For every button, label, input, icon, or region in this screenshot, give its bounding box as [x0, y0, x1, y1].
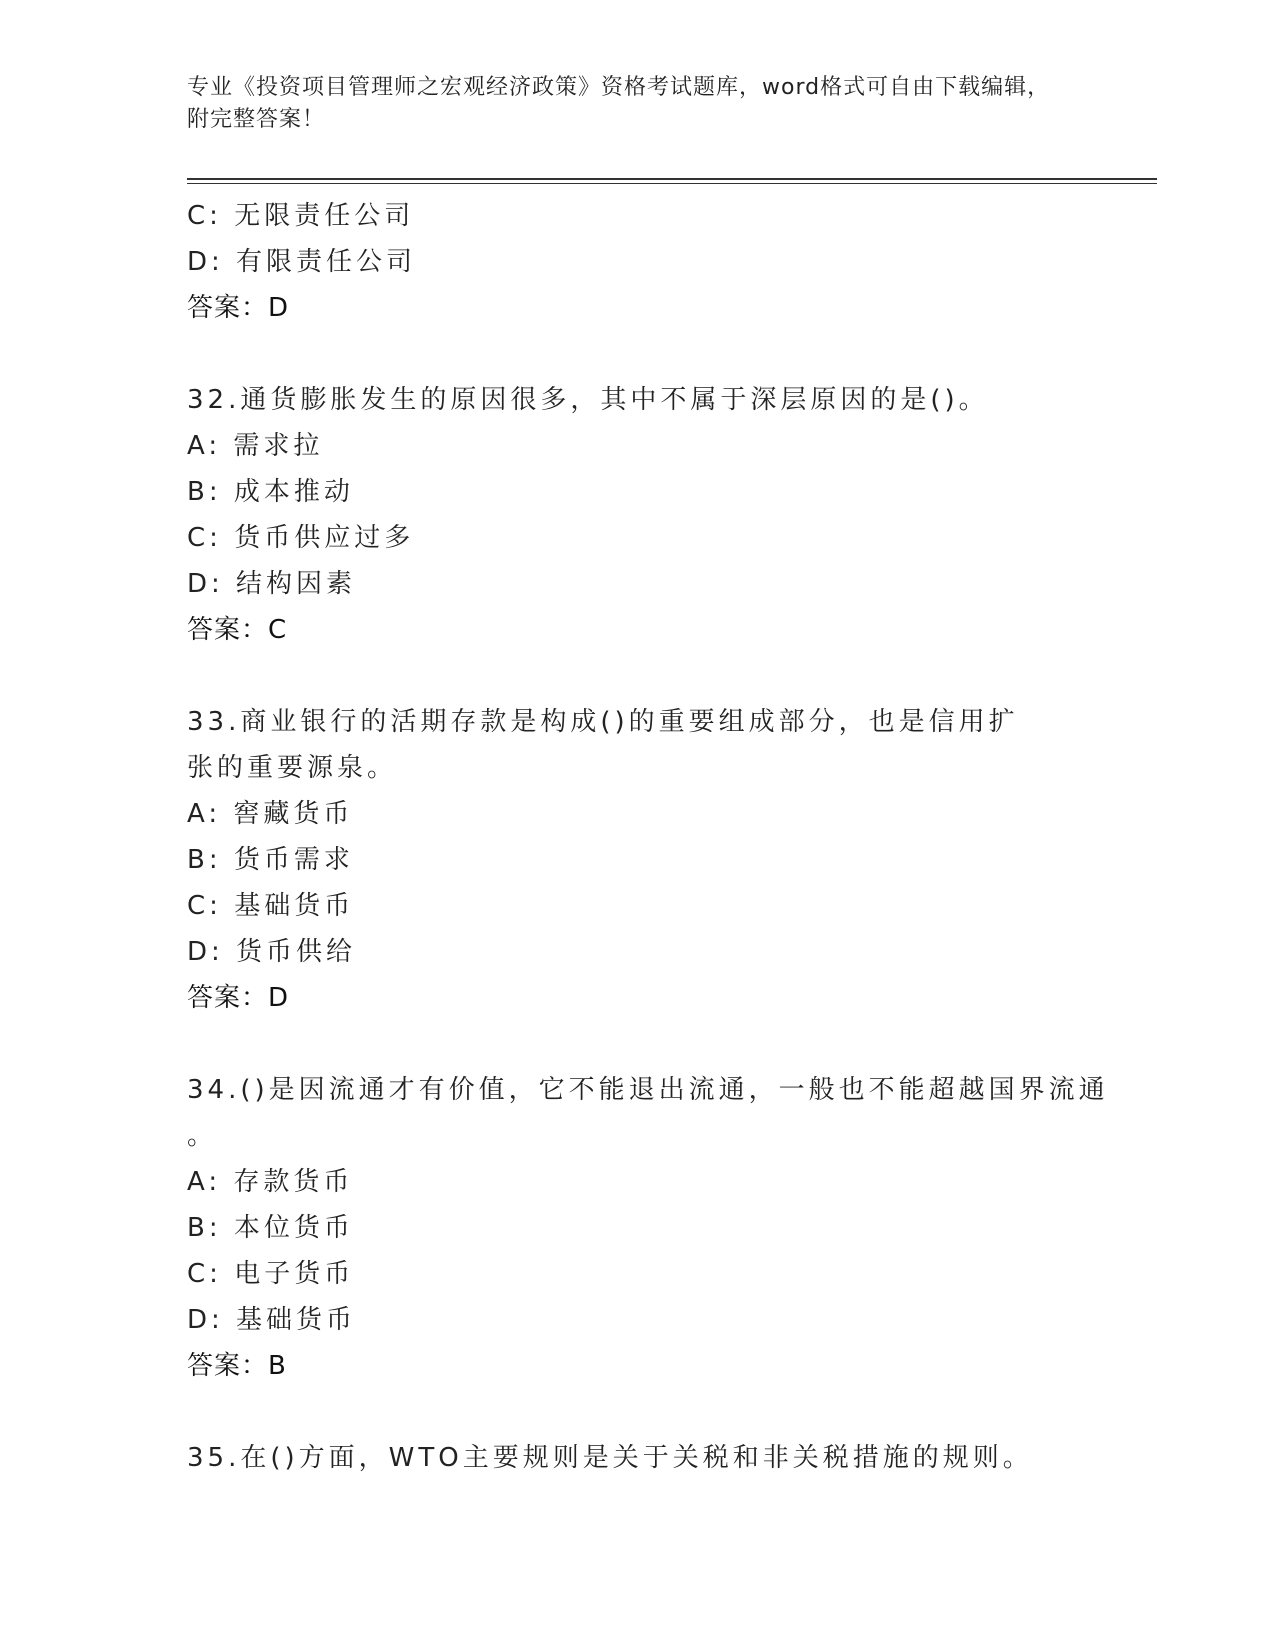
question-33: [187, 699, 1087, 1021]
option-b: [187, 469, 1087, 515]
option-label: C:: [187, 523, 222, 553]
answer-line: 答案：B: [187, 1351, 287, 1381]
previous-question-options: [187, 193, 1087, 331]
question-32: [187, 377, 1087, 653]
option-text: 窖藏货币: [233, 799, 354, 829]
option-text: 基础货币: [236, 1305, 357, 1335]
option-c: [187, 883, 1087, 929]
option-text: 货币需求: [233, 845, 354, 875]
option-label: C:: [187, 201, 222, 231]
option-text: 货币供给: [236, 937, 357, 967]
page-header: 专业《投资项目管理师之宏观经济政策》资格考试题库，word格式可自由下载编辑，附完整答案！: [187, 75, 1051, 132]
option-a: [187, 1159, 1087, 1205]
question-34: [187, 1067, 1109, 1389]
option-label: C:: [187, 891, 222, 921]
header-rule-thin: [187, 183, 1157, 184]
option-d: [187, 239, 1087, 285]
option-label: D:: [187, 1305, 224, 1335]
option-label: A:: [187, 431, 222, 461]
option-text: 结构因素: [236, 569, 357, 599]
question-35: [187, 1435, 1087, 1481]
option-text: 无限责任公司: [234, 201, 415, 231]
option-d: [187, 929, 1087, 975]
option-b: [187, 837, 1087, 883]
option-label: D:: [187, 569, 224, 599]
option-c: [187, 1251, 1087, 1297]
option-text: 货币供应过多: [234, 523, 415, 553]
option-text: 成本推动: [233, 477, 354, 507]
option-c: [187, 193, 1087, 239]
option-text: 电子货币: [234, 1259, 355, 1289]
option-text: 本位货币: [233, 1213, 354, 1243]
question-text: 35.在()方面，WTO主要规则是关于关税和非关税措施的规则。: [187, 1443, 1033, 1473]
option-text: 存款货币: [233, 1167, 354, 1197]
option-d: [187, 1297, 1087, 1343]
option-b: [187, 1205, 1087, 1251]
option-a: [187, 423, 1087, 469]
option-label: D:: [187, 247, 224, 277]
option-text: 需求拉: [233, 431, 324, 461]
option-a: [187, 791, 1087, 837]
option-label: B:: [187, 477, 222, 507]
answer-line: 答案：C: [187, 615, 288, 645]
option-text: 基础货币: [234, 891, 355, 921]
question-content: [187, 193, 1109, 1481]
header-rule-thick: [187, 178, 1157, 180]
question-text: 33.商业银行的活期存款是构成()的重要组成部分，也是信用扩张的重要源泉。: [187, 707, 1019, 783]
option-label: D:: [187, 937, 224, 967]
option-label: A:: [187, 799, 222, 829]
option-label: C:: [187, 1259, 222, 1289]
option-label: B:: [187, 845, 222, 875]
question-text-continuation: 。: [187, 1121, 218, 1151]
question-text: 32.通货膨胀发生的原因很多，其中不属于深层原因的是()。: [187, 385, 989, 415]
option-c: [187, 515, 1087, 561]
question-text: 34.()是因流通才有价值，它不能退出流通，一般也不能超越国界流通: [187, 1075, 1109, 1105]
option-label: A:: [187, 1167, 222, 1197]
answer-line: 答案：D: [187, 983, 290, 1013]
option-text: 有限责任公司: [236, 247, 417, 277]
answer-line: 答案：D: [187, 293, 290, 323]
option-label: B:: [187, 1213, 222, 1243]
option-d: [187, 561, 1087, 607]
